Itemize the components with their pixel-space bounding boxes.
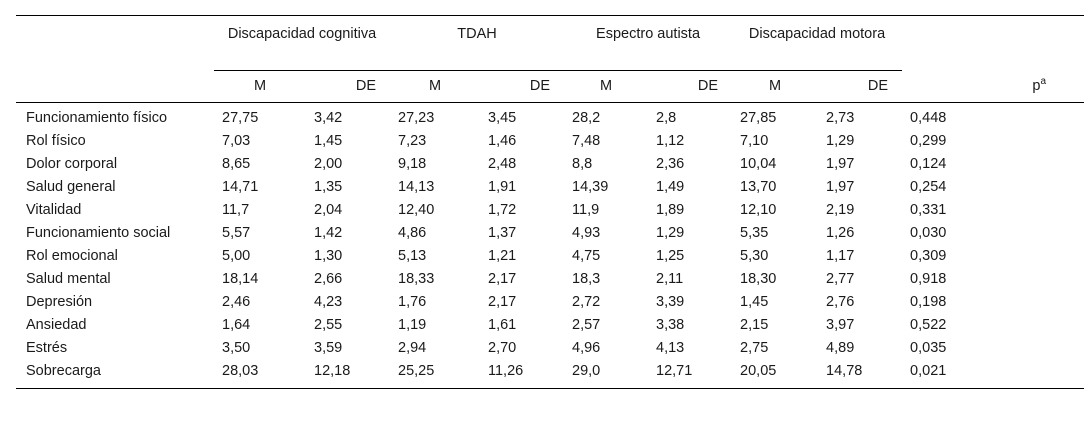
value-cell: 2,73 <box>826 110 855 126</box>
table-body <box>16 103 1084 389</box>
row-label: Ansiedad <box>26 317 87 333</box>
table-row <box>16 199 1084 222</box>
value-cell: 3,45 <box>488 110 517 126</box>
p-value-cell: 0,254 <box>910 179 947 195</box>
value-cell: 1,46 <box>488 133 517 149</box>
sub-header-m: M <box>564 71 648 103</box>
row-label: Funcionamiento social <box>26 225 171 241</box>
value-cell: 1,29 <box>656 225 685 241</box>
value-cell: 2,19 <box>826 202 855 218</box>
group-header-motora: Discapacidad motora <box>732 16 902 71</box>
value-cell: 2,75 <box>740 340 769 356</box>
value-cell: 2,94 <box>398 340 427 356</box>
p-value-cell: 0,035 <box>910 340 947 356</box>
value-cell: 2,15 <box>740 317 769 333</box>
p-value-cell: 0,299 <box>910 133 947 149</box>
table-row <box>16 314 1084 337</box>
value-cell: 1,91 <box>488 179 517 195</box>
row-label: Rol emocional <box>26 248 118 264</box>
value-cell: 2,00 <box>314 156 343 172</box>
value-cell: 3,38 <box>656 317 685 333</box>
value-cell: 4,96 <box>572 340 601 356</box>
value-cell: 12,40 <box>398 202 435 218</box>
value-cell: 5,35 <box>740 225 769 241</box>
table-row <box>16 103 1084 131</box>
value-cell: 8,8 <box>572 156 593 172</box>
results-table-container <box>16 15 1047 389</box>
value-cell: 4,75 <box>572 248 601 264</box>
value-cell: 2,76 <box>826 294 855 310</box>
group-header-tdah: TDAH <box>390 16 564 71</box>
table-row <box>16 291 1084 314</box>
sub-header-de: DE <box>480 71 564 103</box>
value-cell: 14,13 <box>398 179 435 195</box>
p-value-cell: 0,030 <box>910 225 947 241</box>
value-cell: 5,00 <box>222 248 251 264</box>
value-cell: 1,29 <box>826 133 855 149</box>
value-cell: 1,76 <box>398 294 427 310</box>
value-cell: 1,42 <box>314 225 343 241</box>
value-cell: 7,10 <box>740 133 769 149</box>
value-cell: 1,89 <box>656 202 685 218</box>
value-cell: 1,49 <box>656 179 685 195</box>
value-cell: 3,39 <box>656 294 685 310</box>
value-cell: 7,03 <box>222 133 251 149</box>
p-value-cell: 0,331 <box>910 202 947 218</box>
value-cell: 7,48 <box>572 133 601 149</box>
table-row <box>16 222 1084 245</box>
value-cell: 2,46 <box>222 294 251 310</box>
value-cell: 2,66 <box>314 271 343 287</box>
row-label: Depresión <box>26 294 93 310</box>
value-cell: 1,97 <box>826 179 855 195</box>
p-value-cell: 0,309 <box>910 248 947 264</box>
table-row <box>16 176 1084 199</box>
corner-cell <box>16 16 214 71</box>
value-cell: 1,21 <box>488 248 517 264</box>
value-cell: 13,70 <box>740 179 777 195</box>
sub-header-m: M <box>732 71 818 103</box>
value-cell: 11,9 <box>572 202 600 218</box>
value-cell: 27,23 <box>398 110 435 126</box>
value-cell: 12,71 <box>656 363 693 379</box>
row-label: Estrés <box>26 340 68 356</box>
value-cell: 1,30 <box>314 248 343 264</box>
row-label: Funcionamiento físico <box>26 110 168 126</box>
value-cell: 2,36 <box>656 156 685 172</box>
table-row <box>16 337 1084 360</box>
value-cell: 1,97 <box>826 156 855 172</box>
table-row <box>16 268 1084 291</box>
value-cell: 27,85 <box>740 110 777 126</box>
value-cell: 5,30 <box>740 248 769 264</box>
value-cell: 18,30 <box>740 271 777 287</box>
bottom-rule-row <box>16 389 1084 390</box>
table-row <box>16 360 1084 389</box>
row-label: Dolor corporal <box>26 156 118 172</box>
value-cell: 2,17 <box>488 271 517 287</box>
value-cell: 2,55 <box>314 317 343 333</box>
value-cell: 1,19 <box>398 317 427 333</box>
row-label: Sobrecarga <box>26 363 101 379</box>
row-label: Vitalidad <box>26 202 82 218</box>
sub-header-row <box>16 71 1084 103</box>
value-cell: 3,42 <box>314 110 343 126</box>
sub-header-empty <box>16 71 214 103</box>
value-cell: 28,2 <box>572 110 601 126</box>
value-cell: 25,25 <box>398 363 435 379</box>
value-cell: 2,17 <box>488 294 517 310</box>
value-cell: 18,14 <box>222 271 259 287</box>
value-cell: 27,75 <box>222 110 259 126</box>
value-cell: 1,45 <box>740 294 769 310</box>
value-cell: 1,35 <box>314 179 343 195</box>
value-cell: 4,93 <box>572 225 601 241</box>
value-cell: 29,0 <box>572 363 601 379</box>
value-cell: 11,26 <box>488 363 524 379</box>
value-cell: 3,97 <box>826 317 855 333</box>
value-cell: 1,64 <box>222 317 251 333</box>
row-label: Salud general <box>26 179 116 195</box>
value-cell: 3,50 <box>222 340 251 356</box>
row-label: Salud mental <box>26 271 111 287</box>
value-cell: 2,72 <box>572 294 601 310</box>
table-row <box>16 153 1084 176</box>
sub-header-de: DE <box>818 71 902 103</box>
p-header-top <box>902 16 1084 71</box>
value-cell: 1,17 <box>826 248 855 264</box>
p-value-cell: 0,198 <box>910 294 947 310</box>
value-cell: 2,48 <box>488 156 517 172</box>
p-value-cell: 0,448 <box>910 110 947 126</box>
value-cell: 12,10 <box>740 202 777 218</box>
value-cell: 20,05 <box>740 363 777 379</box>
value-cell: 10,04 <box>740 156 777 172</box>
value-cell: 4,86 <box>398 225 427 241</box>
p-value-cell: 0,918 <box>910 271 947 287</box>
p-superscript: a <box>1040 75 1047 87</box>
results-table <box>16 15 1084 389</box>
value-cell: 18,33 <box>398 271 435 287</box>
value-cell: 9,18 <box>398 156 427 172</box>
value-cell: 2,11 <box>656 271 684 287</box>
value-cell: 1,61 <box>488 317 517 333</box>
value-cell: 18,3 <box>572 271 601 287</box>
value-cell: 1,12 <box>656 133 685 149</box>
value-cell: 4,13 <box>656 340 685 356</box>
group-header-autista: Espectro autista <box>564 16 732 71</box>
group-header-row <box>16 16 1084 71</box>
value-cell: 1,37 <box>488 225 517 241</box>
value-cell: 2,77 <box>826 271 855 287</box>
table-row <box>16 130 1084 153</box>
value-cell: 1,25 <box>656 248 685 264</box>
value-cell: 7,23 <box>398 133 427 149</box>
value-cell: 1,72 <box>488 202 517 218</box>
value-cell: 14,71 <box>222 179 259 195</box>
p-value-cell: 0,021 <box>910 363 947 379</box>
value-cell: 4,89 <box>826 340 855 356</box>
value-cell: 1,26 <box>826 225 855 241</box>
value-cell: 4,23 <box>314 294 343 310</box>
p-value-cell: 0,522 <box>910 317 947 333</box>
sub-header-m: M <box>214 71 306 103</box>
sub-header-de: DE <box>648 71 732 103</box>
value-cell: 2,8 <box>656 110 677 126</box>
value-cell: 2,04 <box>314 202 343 218</box>
sub-header-m: M <box>390 71 480 103</box>
p-value-cell: 0,124 <box>910 156 947 172</box>
value-cell: 2,57 <box>572 317 601 333</box>
sub-header-p: $p^a$ <box>902 71 1084 103</box>
value-cell: 14,39 <box>572 179 609 195</box>
value-cell: 3,59 <box>314 340 343 356</box>
value-cell: 14,78 <box>826 363 863 379</box>
value-cell: 12,18 <box>314 363 351 379</box>
value-cell: 5,57 <box>222 225 251 241</box>
value-cell: 1,45 <box>314 133 343 149</box>
sub-header-de: DE <box>306 71 390 103</box>
group-header-cognitiva: Discapacidad cognitiva <box>214 16 390 71</box>
table-row <box>16 245 1084 268</box>
value-cell: 11,7 <box>222 202 250 218</box>
value-cell: 5,13 <box>398 248 427 264</box>
value-cell: 28,03 <box>222 363 259 379</box>
row-label: Rol físico <box>26 133 86 149</box>
value-cell: 8,65 <box>222 156 251 172</box>
value-cell: 2,70 <box>488 340 517 356</box>
